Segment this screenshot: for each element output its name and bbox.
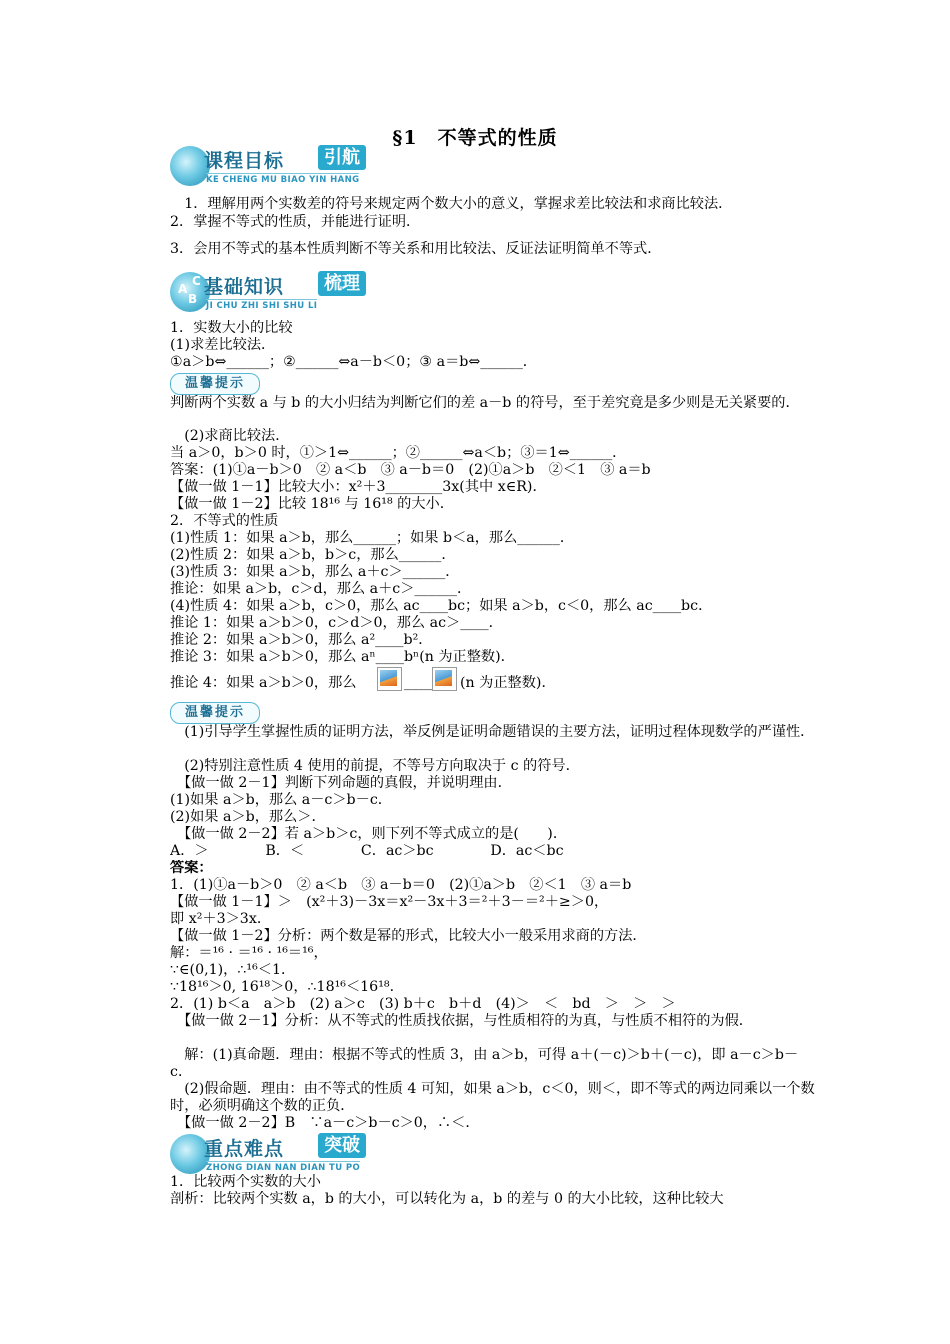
answer-line: 【做一做 1－2】分析：两个数是幂的形式，比较大小一般采用求商的方法． xyxy=(170,928,647,944)
exercise-line: 【做一做 2－1】判断下列命题的真假，并说明理由． xyxy=(170,775,512,791)
banner-tag: 突破 xyxy=(318,1133,366,1158)
answer-line: 解：＝¹⁶ · ＝¹⁶ · ¹⁶＝¹⁶， xyxy=(170,945,328,961)
text-line: (1)性质 1：如果 a＞b，那么______；如果 b＜a，那么______． xyxy=(170,530,575,546)
answer-line: 2．(1) b＜a a＞b (2) a＞c (3) b＋c b＋d (4)＞ ＜ bd ＞ ＞ ＞ xyxy=(170,996,676,1012)
text-line: (2)性质 2：如果 a＞b，b＞c，那么______． xyxy=(170,547,456,563)
page-title: §1 不等式的性质 xyxy=(392,127,558,149)
text-line: 推论 1：如果 a＞b＞0，c＞d＞0，那么 ac＞____． xyxy=(170,615,503,631)
goal-item: 2．掌握不等式的性质，并能进行证明． xyxy=(170,214,421,230)
text-line: 2．不等式的性质 xyxy=(170,513,279,529)
answer-line: 【做一做 1－1】＞ (x²＋3)－3x＝x²－3x＋3＝²＋3－＝²＋≥＞0， xyxy=(170,894,609,910)
tip-text: (1)引导学生掌握性质的证明方法，举反例是证明命题错误的主要方法，证明过程体现数学的严谨性． xyxy=(170,724,815,740)
banner-tag: 梳理 xyxy=(318,271,366,296)
answer-line: 即 x²＋3＞3x． xyxy=(170,911,272,927)
banner-basic-knowledge xyxy=(170,268,390,314)
answer-line: (2)假命题．理由：由不等式的性质 4 可知，如果 a＞b，c＜0，则＜，即不等式的两边同乘以一个数时，必须明确这个数的正负． xyxy=(170,1081,815,1114)
exercise-line: 【做一做 1－2】比较 18¹⁶ 与 16¹⁸ 的大小． xyxy=(170,496,454,512)
answer-line: 【做一做 2－1】分析：从不等式的性质找依据，与性质相符的为真，与性质不相符的为假． xyxy=(170,1013,753,1029)
tip-label: 温馨提示 xyxy=(170,702,260,724)
image-placeholder-icon xyxy=(377,667,402,691)
text-line: (n 为正整数)． xyxy=(460,675,556,691)
tip-text: 判断两个实数 a 与 b 的大小归结为判断它们的差 a－b 的符号，至于差究竟是多少则是无关紧要的． xyxy=(170,395,800,411)
text-line: 1．实数大小的比较 xyxy=(170,320,293,336)
text-line: 推论：如果 a＞b，c＞d，那么 a＋c＞______． xyxy=(170,581,472,597)
text-line: (2)求商比较法． xyxy=(170,428,290,444)
banner-title: 课程目标 xyxy=(204,150,285,172)
answers-label: 答案： xyxy=(170,860,213,876)
text-line: 剖析：比较两个实数 a，b 的大小，可以转化为 a，b 的差与 0 的大小比较，这种比较大 xyxy=(170,1191,724,1207)
blank: ____ xyxy=(404,675,433,691)
answer-line: 答案：(1)①a－b＞0 ② a＜b ③ a－b＝0 (2)①a＞b ②＜1 ③ a＝b xyxy=(170,462,651,478)
banner-pinyin: ZHONG DIAN NAN DIAN TU PO xyxy=(206,1163,361,1173)
answer-line: ∵18¹⁶＞0, 16¹⁸＞0，∴18¹⁶＜16¹⁸． xyxy=(170,979,404,995)
tip-label: 温馨提示 xyxy=(170,373,260,395)
banner-key-points xyxy=(170,1130,390,1176)
goal-item: 1．理解用两个实数差的符号来规定两个数大小的意义，掌握求差比较法和求商比较法． xyxy=(170,196,733,212)
answer-line: ∵∈(0,1)，∴¹⁶＜1． xyxy=(170,962,296,978)
banner-title: 基础知识 xyxy=(204,276,285,298)
choices-line: A．＞ B．＜ C．ac＞bc D．ac＜bc xyxy=(170,843,564,859)
tip-text: (2)特别注意性质 4 使用的前提，不等号方向取决于 c 的符号． xyxy=(170,758,580,774)
exercise-line: 【做一做 2－2】若 a＞b＞c，则下列不等式成立的是( )． xyxy=(170,826,568,842)
text-line: (3)性质 3：如果 a＞b，那么 a＋c＞______． xyxy=(170,564,460,580)
goal-item: 3．会用不等式的基本性质判断不等关系和用比较法、反证法证明简单不等式． xyxy=(170,241,662,257)
text-line: ①a＞b⇔______；②______⇔a－b＜0；③ a＝b⇔______． xyxy=(170,354,537,370)
text-line: (4)性质 4：如果 a＞b，c＞0，那么 ac____bc；如果 a＞b，c＜0，那么 ac____bc． xyxy=(170,598,713,614)
answer-line: 1．(1)①a－b＞0 ② a＜b ③ a－b＝0 (2)①a＞b ②＜1 ③ a＝b xyxy=(170,877,632,893)
answer-line: 【做一做 2－2】B ∵a－c＞b－c＞0，∴＜． xyxy=(170,1115,480,1131)
text-line: 推论 3：如果 a＞b＞0，那么 aⁿ____bⁿ(n 为正整数)． xyxy=(170,649,515,665)
text-line: 推论 2：如果 a＞b＞0，那么 a²____b²． xyxy=(170,632,433,648)
banner-pinyin: JI CHU ZHI SHI SHU LI xyxy=(206,301,318,311)
text-line: (1)如果 a＞b，那么 a－c＞b－c． xyxy=(170,792,392,808)
banner-pinyin: KE CHENG MU BIAO YIN HANG xyxy=(206,175,360,185)
text-line: (2)如果 a＞b，那么＞． xyxy=(170,809,326,825)
banner-tag: 引航 xyxy=(318,145,366,170)
text-line: (1)求差比较法． xyxy=(170,337,276,353)
abc-cubes-icon: A B C xyxy=(170,272,210,312)
answer-line: 解：(1)真命题．理由：根据不等式的性质 3，由 a＞b，可得 a＋(－c)＞b＋(－c)，即 a－c＞b－c． xyxy=(170,1047,799,1080)
corollary-prefix: 推论 4：如果 a＞b＞0，那么 xyxy=(170,675,357,691)
banner-title: 重点难点 xyxy=(204,1138,285,1160)
text-line: 当 a＞0，b＞0 时，①＞1⇔______；②______⇔a＜b；③＝1⇔______． xyxy=(170,445,627,461)
exercise-line: 【做一做 1－1】比较大小：x²＋3________3x(其中 x∈R)． xyxy=(170,479,547,495)
text-line: 1．比较两个实数的大小 xyxy=(170,1174,321,1190)
banner-course-goals xyxy=(170,142,390,188)
image-placeholder-icon xyxy=(432,667,457,691)
